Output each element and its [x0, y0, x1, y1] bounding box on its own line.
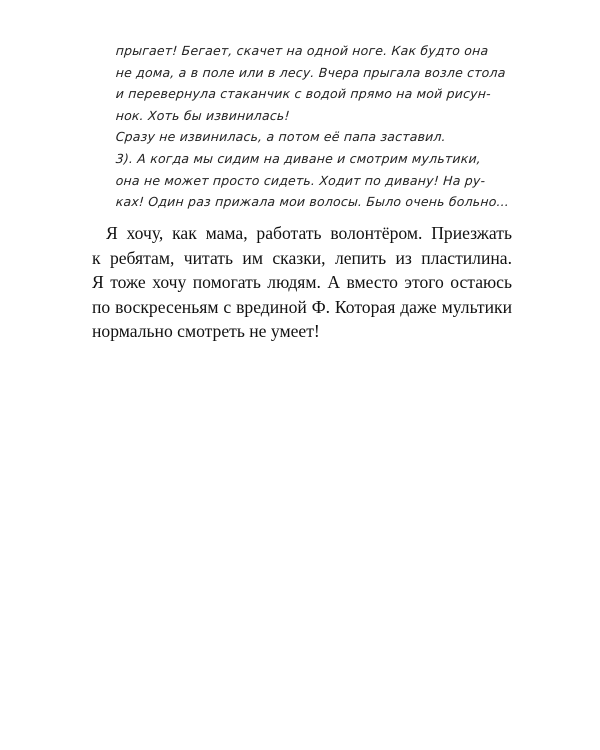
handwritten-line: она не может просто сидеть. Ходит по дивану! На ру- [115, 172, 486, 188]
handwritten-line: нок. Хоть бы извинилась! [115, 107, 291, 123]
handwritten-line: не дома, а в поле или в лесу. Вчера прыгала возле стола [115, 64, 507, 80]
handwritten-line: прыгает! Бегает, скачет на одной ноге. Как будто она [115, 43, 489, 58]
handwritten-line: Сразу не извинилась, а потом её папа заставил. [115, 129, 447, 145]
paragraph-line: Я хочу, как мама, работать волонтёром. Приезжать [106, 223, 512, 243]
handwritten-note [115, 40, 515, 213]
body-paragraph [92, 221, 512, 344]
paragraph-line: к ребятам, читать им сказки, лепить из пластилина. [92, 247, 512, 268]
handwritten-line: ках! Один раз прижала мои волосы. Было очень больно... [115, 194, 510, 210]
handwritten-line: 3). А когда мы сидим на диване и смотрим мультики, [115, 150, 482, 166]
paragraph-line: по воскресеньям с врединой Ф. Которая даже мультики [92, 296, 512, 317]
paragraph-line: нормально смотреть не умеет! [92, 321, 320, 341]
handwritten-line: и перевернула стаканчик с водой прямо на мой рисун- [115, 86, 492, 102]
paragraph-line: Я тоже хочу помогать людям. А вместо этого остаюсь [92, 272, 512, 292]
